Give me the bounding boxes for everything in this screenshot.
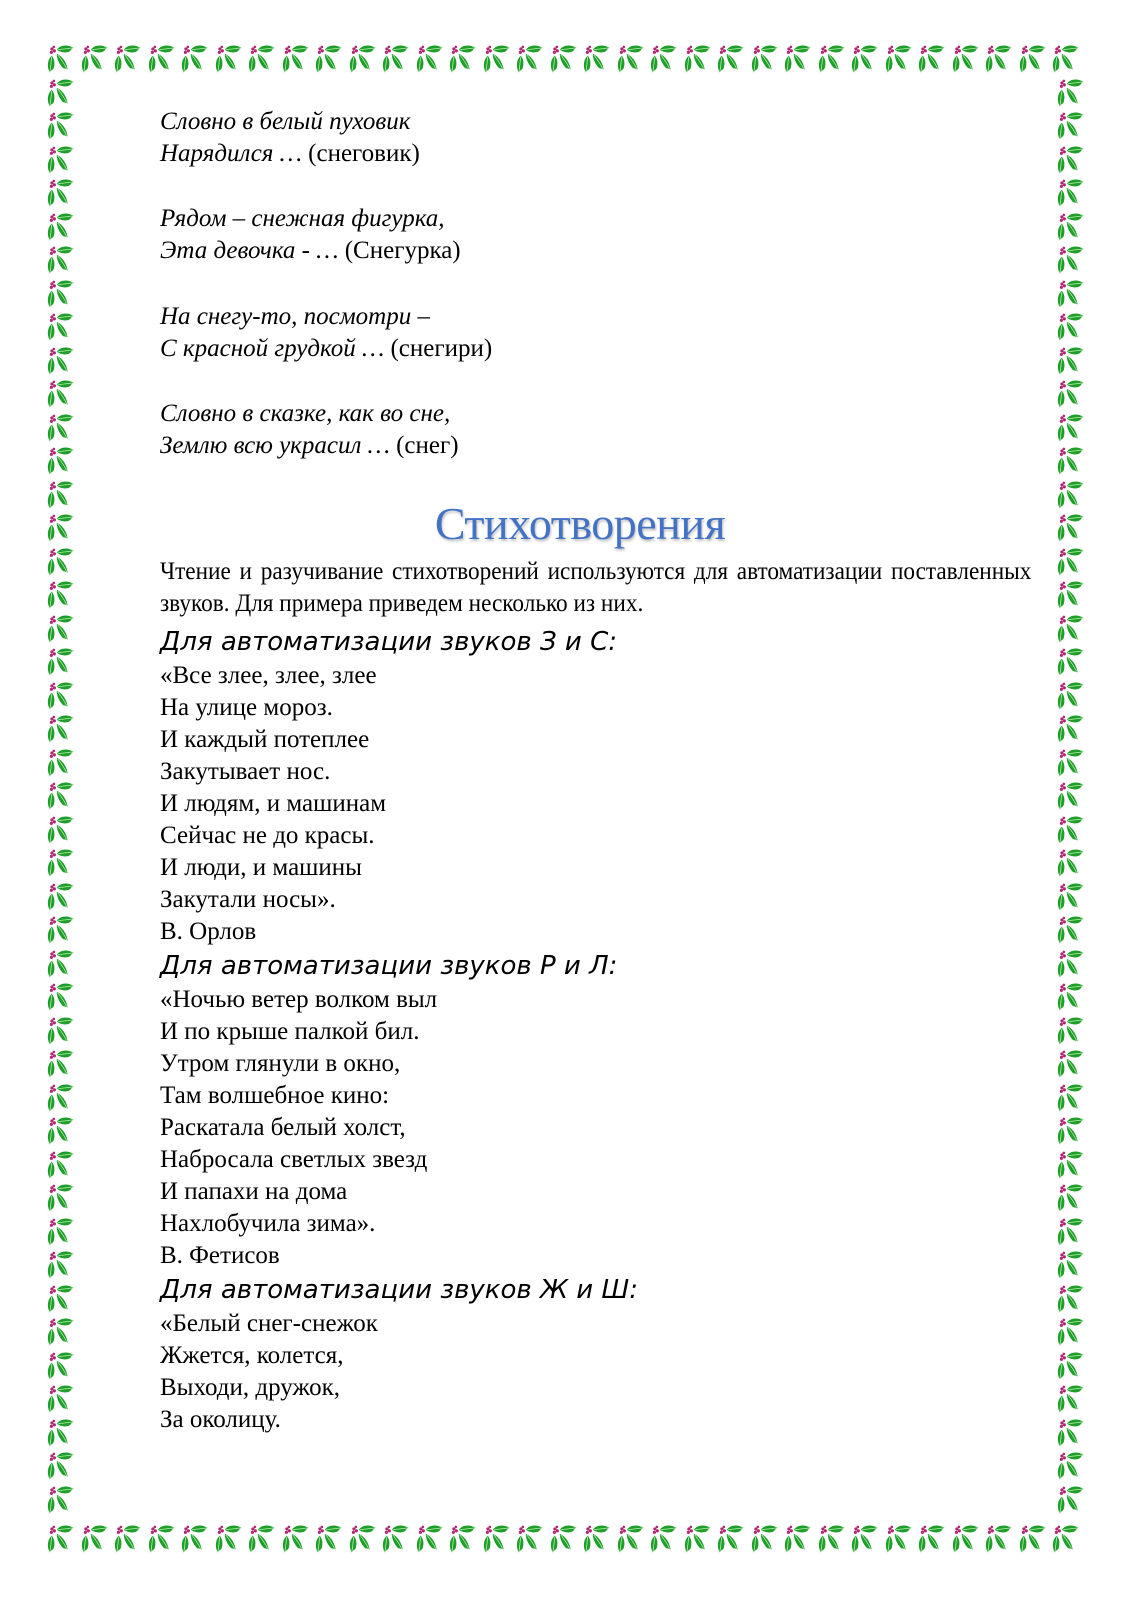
poem-line: За околицу.: [160, 1406, 281, 1433]
holly-sprig-icon: [346, 1522, 380, 1556]
holly-sprig-icon: [1054, 1148, 1088, 1182]
holly-sprig-icon: [848, 1522, 882, 1556]
holly-sprig-icon: [44, 344, 78, 378]
holly-sprig-icon: [647, 1522, 681, 1556]
holly-sprig-icon: [915, 1522, 949, 1556]
holly-sprig-icon: [178, 1522, 212, 1556]
riddle-line: Словно в сказке, как во сне,: [160, 400, 451, 427]
holly-sprig-icon: [78, 42, 112, 76]
poem-line: Нахлобучила зима».: [160, 1210, 376, 1237]
poem-line: И людям, и машинам: [160, 790, 387, 817]
holly-sprig-icon: [44, 1349, 78, 1383]
holly-sprig-icon: [44, 444, 78, 478]
holly-sprig-icon: [1054, 1114, 1088, 1148]
holly-sprig-icon: [1054, 712, 1088, 746]
poem-line: Выходи, дружок,: [160, 1374, 341, 1401]
holly-sprig-icon: [1049, 42, 1083, 76]
holly-sprig-icon: [1054, 109, 1088, 143]
riddle-line: Нарядился …: [160, 140, 302, 167]
holly-sprig-icon: [1054, 1382, 1088, 1416]
holly-sprig-icon: [44, 176, 78, 210]
holly-sprig-icon: [212, 42, 246, 76]
holly-sprig-icon: [1054, 277, 1088, 311]
holly-sprig-icon: [44, 1081, 78, 1115]
riddle-line: Землю всю украсил …: [160, 432, 390, 459]
holly-sprig-icon: [145, 1522, 179, 1556]
holly-sprig-icon: [44, 645, 78, 679]
holly-sprig-icon: [547, 42, 581, 76]
holly-sprig-icon: [1054, 947, 1088, 981]
holly-sprig-icon: [480, 42, 514, 76]
poem-line: Сейчас не до красы.: [160, 822, 375, 849]
poem-heading: Для автоматизации звуков З и С:: [160, 627, 617, 657]
riddle-line: Эта девочка - …: [160, 237, 339, 264]
holly-sprig-icon: [1054, 1081, 1088, 1115]
holly-sprig-icon: [44, 143, 78, 177]
holly-sprig-icon: [413, 1522, 447, 1556]
holly-sprig-icon: [44, 679, 78, 713]
holly-sprig-icon: [1054, 411, 1088, 445]
riddle-line: Рядом – снежная фигурка,: [160, 205, 445, 232]
holly-sprig-icon: [44, 1114, 78, 1148]
holly-sprig-icon: [614, 42, 648, 76]
holly-sprig-icon: [882, 42, 916, 76]
holly-sprig-icon: [44, 980, 78, 1014]
holly-sprig-icon: [815, 42, 849, 76]
holly-sprig-icon: [44, 478, 78, 512]
poem-author: В. Фетисов: [160, 1242, 280, 1269]
holly-sprig-icon: [1054, 1215, 1088, 1249]
holly-sprig-icon: [1054, 1416, 1088, 1450]
holly-sprig-icon: [1016, 42, 1050, 76]
holly-sprig-icon: [580, 1522, 614, 1556]
holly-sprig-icon: [1054, 980, 1088, 1014]
holly-sprig-icon: [1054, 511, 1088, 545]
holly-sprig-icon: [1054, 1047, 1088, 1081]
poem-line: Закутывает нос.: [160, 758, 331, 785]
holly-sprig-icon: [44, 913, 78, 947]
holly-sprig-icon: [614, 1522, 648, 1556]
poem-line: Утром глянули в окно,: [160, 1050, 401, 1077]
holly-sprig-icon: [145, 42, 179, 76]
holly-sprig-icon: [44, 545, 78, 579]
holly-sprig-icon: [580, 42, 614, 76]
holly-sprig-icon: [1054, 578, 1088, 612]
holly-sprig-icon: [1054, 813, 1088, 847]
holly-sprig-icon: [949, 42, 983, 76]
holly-sprig-icon: [815, 1522, 849, 1556]
holly-sprig-icon: [1054, 545, 1088, 579]
holly-sprig-icon: [1054, 210, 1088, 244]
holly-sprig-icon: [1054, 176, 1088, 210]
poem-heading: Для автоматизации звуков Ж и Ш:: [160, 1275, 638, 1305]
holly-sprig-icon: [44, 1248, 78, 1282]
holly-sprig-icon: [1049, 1522, 1083, 1556]
poem-author: В. Орлов: [160, 918, 257, 945]
holly-sprig-icon: [547, 1522, 581, 1556]
riddle-line: С красной грудкой …: [160, 335, 385, 362]
holly-sprig-icon: [1054, 846, 1088, 880]
holly-sprig-icon: [1054, 612, 1088, 646]
holly-sprig-icon: [44, 1416, 78, 1450]
holly-sprig-icon: [1054, 913, 1088, 947]
holly-sprig-icon: [279, 1522, 313, 1556]
holly-sprig-icon: [681, 42, 715, 76]
holly-sprig-icon: [44, 511, 78, 545]
holly-sprig-icon: [1054, 344, 1088, 378]
holly-sprig-icon: [44, 1014, 78, 1048]
poem: [160, 948, 638, 1272]
holly-sprig-icon: [1054, 746, 1088, 780]
holly-sprig-icon: [111, 42, 145, 76]
poem-line: Набросала светлых звезд: [160, 1146, 428, 1173]
holly-sprig-icon: [245, 42, 279, 76]
holly-sprig-icon: [982, 42, 1016, 76]
holly-sprig-icon: [413, 42, 447, 76]
holly-sprig-icon: [44, 947, 78, 981]
holly-sprig-icon: [44, 1382, 78, 1416]
holly-sprig-icon: [1054, 76, 1088, 110]
poem-line: «Все злее, злее, злее: [160, 662, 377, 689]
holly-sprig-icon: [1054, 444, 1088, 478]
holly-sprig-icon: [1054, 1282, 1088, 1316]
holly-sprig-icon: [1054, 1349, 1088, 1383]
holly-sprig-icon: [44, 42, 78, 76]
poem-heading: Для автоматизации звуков Р и Л:: [160, 951, 618, 981]
riddle-answer: (Снегурка): [344, 237, 461, 264]
holly-sprig-icon: [44, 1315, 78, 1349]
holly-sprig-icon: [1054, 779, 1088, 813]
holly-sprig-icon: [1016, 1522, 1050, 1556]
holly-sprig-icon: [949, 1522, 983, 1556]
holly-sprig-icon: [379, 1522, 413, 1556]
holly-border-top: [44, 42, 1083, 76]
holly-sprig-icon: [681, 1522, 715, 1556]
holly-sprig-icon: [848, 42, 882, 76]
holly-sprig-icon: [44, 109, 78, 143]
holly-sprig-icon: [44, 1483, 78, 1517]
holly-sprig-icon: [44, 578, 78, 612]
holly-sprig-icon: [1054, 679, 1088, 713]
riddle: [160, 203, 461, 267]
holly-sprig-icon: [714, 1522, 748, 1556]
holly-sprig-icon: [1054, 1449, 1088, 1483]
holly-sprig-icon: [44, 277, 78, 311]
riddle: [160, 398, 459, 462]
holly-sprig-icon: [1054, 1315, 1088, 1349]
holly-sprig-icon: [714, 42, 748, 76]
holly-sprig-icon: [1054, 478, 1088, 512]
holly-sprig-icon: [446, 1522, 480, 1556]
riddle-answer: (снеговик): [308, 140, 420, 167]
holly-sprig-icon: [480, 1522, 514, 1556]
holly-sprig-icon: [882, 1522, 916, 1556]
holly-sprig-icon: [44, 813, 78, 847]
holly-sprig-icon: [1054, 243, 1088, 277]
holly-border-left: [44, 76, 78, 1517]
holly-sprig-icon: [44, 612, 78, 646]
holly-sprig-icon: [312, 42, 346, 76]
holly-sprig-icon: [44, 243, 78, 277]
poem-line: Закутали носы».: [160, 886, 336, 913]
holly-border-bottom: [44, 1522, 1083, 1556]
holly-sprig-icon: [1054, 1248, 1088, 1282]
holly-sprig-icon: [44, 779, 78, 813]
holly-sprig-icon: [44, 1181, 78, 1215]
holly-sprig-icon: [44, 880, 78, 914]
holly-sprig-icon: [647, 42, 681, 76]
poem-line: Жжется, колется,: [160, 1342, 344, 1369]
holly-sprig-icon: [44, 846, 78, 880]
holly-sprig-icon: [279, 42, 313, 76]
holly-sprig-icon: [44, 1449, 78, 1483]
riddle: [160, 106, 420, 170]
holly-sprig-icon: [1054, 1014, 1088, 1048]
holly-border-right: [1054, 76, 1088, 1517]
riddle-answer: (снег): [396, 432, 459, 459]
poem-line: «Белый снег-снежок: [160, 1310, 378, 1337]
holly-sprig-icon: [245, 1522, 279, 1556]
holly-sprig-icon: [1054, 377, 1088, 411]
holly-sprig-icon: [312, 1522, 346, 1556]
holly-sprig-icon: [1054, 1483, 1088, 1517]
riddle-line: Словно в белый пуховик: [160, 108, 411, 135]
poem-line: И папахи на дома: [160, 1178, 348, 1205]
poem-line: И люди, и машины: [160, 854, 362, 881]
holly-sprig-icon: [44, 1522, 78, 1556]
holly-sprig-icon: [1054, 645, 1088, 679]
holly-sprig-icon: [915, 42, 949, 76]
holly-sprig-icon: [44, 1215, 78, 1249]
riddle-line: На снегу-то, посмотри –: [160, 303, 430, 330]
holly-sprig-icon: [44, 1047, 78, 1081]
poem-line: Раскатала белый холст,: [160, 1114, 406, 1141]
poem-line: «Ночью ветер волком выл: [160, 986, 438, 1013]
poem-line: На улице мороз.: [160, 694, 333, 721]
riddle-answer: (снегири): [390, 335, 493, 362]
section-title: Стихотворения: [434, 498, 726, 549]
holly-sprig-icon: [78, 1522, 112, 1556]
holly-sprig-icon: [44, 310, 78, 344]
poem-line: И по крыше палкой бил.: [160, 1018, 420, 1045]
section-intro: Чтение и разучивание стихотворений используются для автоматизации поставленных звуков. Для примера приведем несколько из них.: [160, 558, 1032, 617]
holly-sprig-icon: [446, 42, 480, 76]
poem: [160, 624, 638, 948]
holly-sprig-icon: [44, 377, 78, 411]
holly-sprig-icon: [982, 1522, 1016, 1556]
holly-sprig-icon: [513, 1522, 547, 1556]
poem-line: И каждый потеплее: [160, 726, 370, 753]
holly-sprig-icon: [513, 42, 547, 76]
holly-sprig-icon: [781, 1522, 815, 1556]
holly-sprig-icon: [44, 1148, 78, 1182]
holly-sprig-icon: [781, 42, 815, 76]
holly-sprig-icon: [44, 76, 78, 110]
riddle: [160, 301, 492, 365]
holly-sprig-icon: [44, 1282, 78, 1316]
holly-sprig-icon: [346, 42, 380, 76]
poems-list: [160, 624, 638, 1436]
holly-sprig-icon: [44, 210, 78, 244]
holly-sprig-icon: [1054, 310, 1088, 344]
holly-sprig-icon: [1054, 1181, 1088, 1215]
holly-sprig-icon: [748, 1522, 782, 1556]
holly-sprig-icon: [748, 42, 782, 76]
holly-sprig-icon: [44, 411, 78, 445]
holly-sprig-icon: [178, 42, 212, 76]
holly-sprig-icon: [379, 42, 413, 76]
holly-sprig-icon: [111, 1522, 145, 1556]
poem: [160, 1272, 638, 1436]
poem-line: Там волшебное кино:: [160, 1082, 390, 1109]
holly-sprig-icon: [44, 712, 78, 746]
holly-sprig-icon: [1054, 143, 1088, 177]
holly-sprig-icon: [1054, 880, 1088, 914]
holly-sprig-icon: [44, 746, 78, 780]
holly-sprig-icon: [212, 1522, 246, 1556]
